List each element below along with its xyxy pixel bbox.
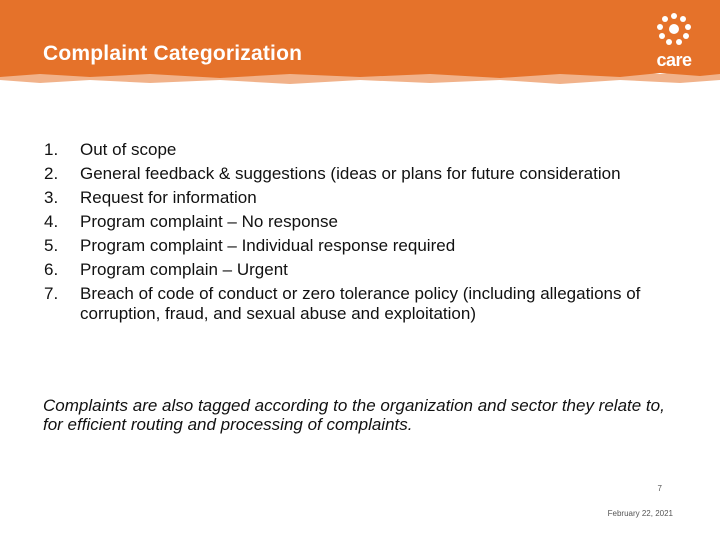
list-item: [44, 236, 684, 256]
item-text: Program complaint – Individual response required: [80, 236, 456, 255]
page-number: 7: [657, 484, 662, 493]
item-number: 1.: [44, 140, 59, 159]
logo-wordmark: care: [656, 50, 692, 70]
item-number: 4.: [44, 212, 59, 231]
tagging-note: Complaints are also tagged according to the organization and sector they relate to, for efficient routing and processing of complaints.: [43, 396, 665, 434]
item-text: Request for information: [80, 188, 257, 207]
item-text: Breach of code of conduct or zero tolerance policy (including allegations of corruption, fraud, and sexual abuse and exploitation): [80, 284, 641, 323]
item-number: 6.: [44, 260, 59, 279]
item-text: General feedback & suggestions (ideas or plans for future consideration: [80, 164, 621, 183]
item-number: 3.: [44, 188, 59, 207]
item-number: 5.: [44, 236, 59, 255]
item-text: Program complaint – No response: [80, 212, 338, 231]
item-text: Out of scope: [80, 140, 177, 159]
list-item: [44, 260, 684, 280]
care-logo: [650, 10, 698, 72]
item-number: 7.: [44, 284, 59, 303]
title-banner: [0, 0, 720, 84]
list-item: [44, 164, 684, 184]
list-item: [44, 212, 684, 232]
page-title: Complaint Categorization: [43, 42, 303, 65]
care-hands-icon: [650, 10, 698, 50]
list-item: [44, 140, 684, 160]
item-number: 2.: [44, 164, 59, 183]
footer-date: February 22, 2021: [607, 509, 673, 518]
list-item: [44, 284, 684, 324]
list-item: [44, 188, 684, 208]
category-list: [44, 140, 684, 328]
item-text: Program complain – Urgent: [80, 260, 288, 279]
